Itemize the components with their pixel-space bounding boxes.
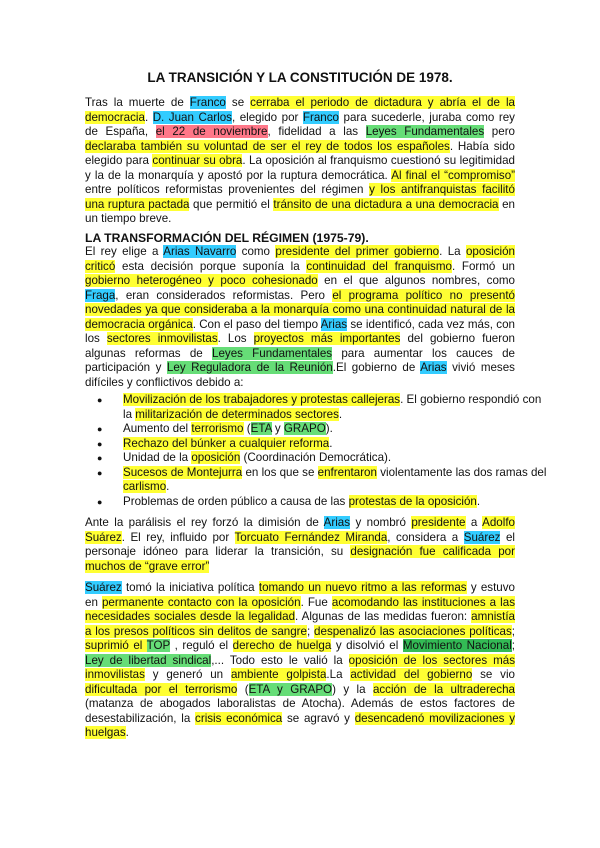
list-item bbox=[123, 393, 553, 422]
text-run: . bbox=[125, 726, 129, 740]
text-run: y generó un bbox=[144, 668, 231, 682]
highlight-yellow: continuar su obra bbox=[152, 154, 243, 168]
highlight-yellow: proyectos más importantes bbox=[253, 332, 401, 346]
highlight-yellow: gobierno heterogéneo y poco cohesionado bbox=[85, 274, 318, 288]
text-run: Unidad de la bbox=[123, 451, 192, 465]
highlight-blue: Franco bbox=[302, 110, 339, 124]
highlight-yellow: despenalizó las asociaciones políticas bbox=[314, 624, 512, 638]
highlight-yellow: carlismo bbox=[123, 480, 167, 494]
text-run: en los que se bbox=[242, 465, 318, 479]
highlight-yellow: sectores inmovilistas bbox=[106, 332, 218, 346]
text-run: para aumentar los cauces de participación y bbox=[85, 346, 515, 375]
highlight-yellow: Al final el “compromiso” bbox=[391, 168, 516, 182]
highlight-green: TOP bbox=[146, 639, 171, 653]
highlight-yellow: oposición de los sectores más inmovilistas bbox=[85, 653, 515, 682]
highlight-yellow: permanente contacto con la oposición bbox=[101, 595, 301, 609]
text-run: , reguló el bbox=[170, 639, 233, 653]
highlight-yellow: continuidad del franquismo bbox=[306, 259, 452, 273]
highlight-blue: Arias bbox=[320, 317, 348, 331]
text-run: violentamente las dos ramas del bbox=[376, 465, 547, 479]
text-run: . Los bbox=[217, 332, 254, 346]
text-run: Tras la muerte de bbox=[85, 96, 190, 109]
highlight-green: GRAPO bbox=[283, 422, 326, 436]
text-run: ; bbox=[307, 624, 315, 638]
text-run: en un tiempo breve. bbox=[85, 197, 515, 226]
text-run: pero bbox=[484, 125, 515, 139]
highlight-yellow: acción de la ultraderecha bbox=[372, 682, 515, 696]
section-heading: LA TRANSFORMACIÓN DEL RÉGIMEN (1975-79). bbox=[85, 231, 369, 245]
text-run: . bbox=[338, 407, 343, 421]
list-item bbox=[123, 437, 553, 452]
text-run: , fidelidad a las bbox=[267, 125, 366, 139]
text-run: . bbox=[329, 436, 333, 450]
highlight-yellow: suprimió el bbox=[85, 639, 147, 653]
text-run: ) y la bbox=[332, 682, 373, 696]
text-run: ( bbox=[237, 682, 249, 696]
highlight-yellow: protestas de la oposición bbox=[348, 494, 477, 508]
highlight-yellow: Movilización de los trabajadores y protestas callejeras bbox=[123, 393, 401, 406]
highlight-green: Ley de libertad sindical bbox=[85, 653, 212, 667]
text-run: ). bbox=[325, 422, 333, 436]
text-run: ,... Todo esto le valió la bbox=[211, 653, 349, 667]
text-run: ( bbox=[243, 422, 251, 436]
list-item bbox=[123, 422, 553, 437]
text-run: el personaje idóneo para liderar la transición, su bbox=[85, 530, 515, 559]
text-run: y estuvo en bbox=[85, 581, 515, 609]
text-run: . La bbox=[439, 245, 466, 258]
text-run: a bbox=[465, 516, 483, 529]
document-title: LA TRANSICIÓN Y LA CONSTITUCIÓN DE 1978. bbox=[147, 70, 453, 85]
highlight-yellow: Adolfo Suárez bbox=[85, 516, 515, 544]
text-run: se agravó y bbox=[282, 711, 355, 725]
highlight-yellow: presidente del primer gobierno bbox=[275, 245, 440, 258]
text-run: se bbox=[225, 96, 251, 109]
text-run: (matanza de abogados laboralistas de Atocha). Además de estos factores de desestabilización, la bbox=[85, 697, 515, 725]
highlight-yellow: desencadenó movilizaciones y huelgas bbox=[85, 711, 515, 740]
text-run: , eran considerados reformistas. Pero bbox=[115, 288, 333, 302]
highlight-yellow: militarización de determinados sectores bbox=[135, 407, 339, 421]
text-run: . Con el paso del tiempo bbox=[192, 317, 321, 331]
text-run: , considera a bbox=[387, 530, 464, 544]
text-run: . bbox=[144, 110, 153, 124]
highlight-green: Ley Reguladora de la Reunión bbox=[166, 361, 333, 375]
text-run: .El gobierno de bbox=[332, 361, 421, 375]
text-run: ; bbox=[511, 624, 515, 638]
text-run: . Algunas de las medidas fueron: bbox=[295, 610, 472, 624]
highlight-blue: D. Juan Carlos bbox=[152, 110, 232, 124]
list-item bbox=[123, 466, 553, 495]
highlight-yellow: Torcuato Fernández Miranda bbox=[234, 530, 388, 544]
text-run: . Formó un bbox=[451, 259, 515, 273]
text-run: y disolvió el bbox=[331, 639, 403, 653]
highlight-red: el 22 de noviembre bbox=[155, 125, 268, 139]
text-run: . El gobierno respondió con la bbox=[123, 393, 542, 421]
text-run: Problemas de orden público a causa de las bbox=[123, 494, 349, 508]
highlight-yellow: cerraba el periodo de dictadura y abría el de la democracia bbox=[85, 96, 515, 124]
causes-list bbox=[85, 393, 553, 509]
highlight-green: ETA y GRAPO bbox=[248, 682, 333, 696]
text-run: se vio bbox=[472, 668, 515, 682]
highlight-blue: Franco bbox=[189, 96, 226, 109]
highlight-yellow: Sucesos de Montejurra bbox=[123, 465, 243, 479]
highlight-green: Leyes Fundamentales bbox=[212, 346, 333, 360]
text-run: como bbox=[236, 245, 276, 258]
text-run: ; bbox=[511, 639, 515, 653]
text-run: . bbox=[166, 480, 170, 494]
highlight-dark-green: Movimiento Nacional bbox=[402, 639, 512, 653]
highlight-yellow: el programa político no presentó novedades ya que consideraba a la monarquía como una continuidad natural de la democracia orgánica bbox=[85, 288, 515, 331]
list-item bbox=[123, 495, 553, 510]
text-run: y bbox=[271, 422, 284, 436]
text-run: Ante la parálisis el rey forzó la dimisión de bbox=[85, 516, 324, 529]
highlight-yellow: acomodando las instituciones a las necesidades sociales desde la legalidad bbox=[85, 595, 515, 624]
highlight-yellow: dificultada por el terrorismo bbox=[85, 682, 238, 696]
text-run: en el que algunos nombres, como bbox=[317, 274, 515, 288]
highlight-yellow: designación fue calificada por muchos de “grave error” bbox=[85, 545, 515, 573]
list-item bbox=[123, 451, 553, 466]
highlight-yellow: terrorismo bbox=[191, 422, 244, 436]
text-run: esta decisión porque suponía la bbox=[115, 259, 307, 273]
highlight-yellow: tomando un nuevo ritmo a las reformas bbox=[258, 581, 467, 594]
intro-paragraph bbox=[85, 96, 515, 227]
highlight-blue: Arias Navarro bbox=[163, 245, 237, 258]
highlight-green: Leyes Fundamentales bbox=[365, 125, 485, 139]
text-run: vivió meses difíciles y conflictivos debido a: bbox=[85, 361, 515, 389]
text-run: entre políticos reformistas provenientes del régimen bbox=[85, 183, 370, 197]
highlight-yellow: y los antifranquistas facilitó una ruptura pactada bbox=[85, 183, 515, 211]
text-run: El rey elige a bbox=[85, 245, 164, 258]
text-run: se identificó, cada vez más, con los bbox=[85, 317, 515, 346]
text-run: . La oposición al franquismo cuestionó su legitimidad y la de la monarquía y apostó por la ruptura democrática. bbox=[85, 154, 516, 182]
text-run: . bbox=[476, 494, 481, 508]
highlight-blue: Suárez bbox=[85, 581, 122, 594]
text-run: .La bbox=[326, 668, 351, 682]
highlight-yellow: tránsito de una dictadura a una democracia bbox=[273, 197, 499, 211]
highlight-blue: Suárez bbox=[463, 530, 501, 544]
text-run: y nombró bbox=[350, 516, 412, 529]
highlight-yellow: ambiente golpista bbox=[230, 668, 327, 682]
suarez-reforms-paragraph bbox=[85, 581, 515, 741]
text-run: . Fue bbox=[300, 595, 332, 609]
highlight-blue: Fraga bbox=[85, 288, 116, 302]
highlight-yellow: Rechazo del búnker a cualquier reforma bbox=[123, 436, 330, 450]
highlight-yellow: actividad del gobierno bbox=[350, 668, 473, 682]
highlight-green: ETA bbox=[250, 422, 272, 436]
highlight-yellow: crisis económica bbox=[195, 711, 283, 725]
highlight-yellow: amnistía a los presos políticos sin delitos de sangre bbox=[85, 610, 515, 638]
text-run: para sucederle, juraba como rey de España, bbox=[85, 110, 515, 139]
highlight-yellow: enfrentaron bbox=[317, 465, 377, 479]
text-run: del gobierno fueron algunas reformas de bbox=[85, 332, 515, 360]
text-run: tomó la iniciativa política bbox=[121, 581, 259, 594]
text-run: Aumento del bbox=[123, 422, 192, 436]
text-run: que permitió el bbox=[189, 197, 274, 211]
text-run: (Coordinación Democrática). bbox=[240, 451, 392, 465]
text-run: . Había sido elegido para bbox=[85, 139, 516, 168]
highlight-yellow: presidente bbox=[411, 516, 466, 529]
highlight-yellow: oposición criticó bbox=[85, 245, 515, 273]
suarez-appointment-paragraph bbox=[85, 516, 515, 574]
text-run: . El rey, influido por bbox=[121, 530, 235, 544]
highlight-yellow: oposición bbox=[191, 451, 241, 465]
text-run: , elegido por bbox=[231, 110, 303, 124]
highlight-yellow: declaraba también su voluntad de ser el rey de todos los españoles bbox=[85, 139, 450, 153]
highlight-yellow: derecho de huelga bbox=[232, 639, 332, 653]
highlight-blue: Arias bbox=[323, 516, 351, 529]
section-intro-paragraph bbox=[85, 245, 515, 390]
highlight-blue: Arias bbox=[420, 361, 447, 375]
